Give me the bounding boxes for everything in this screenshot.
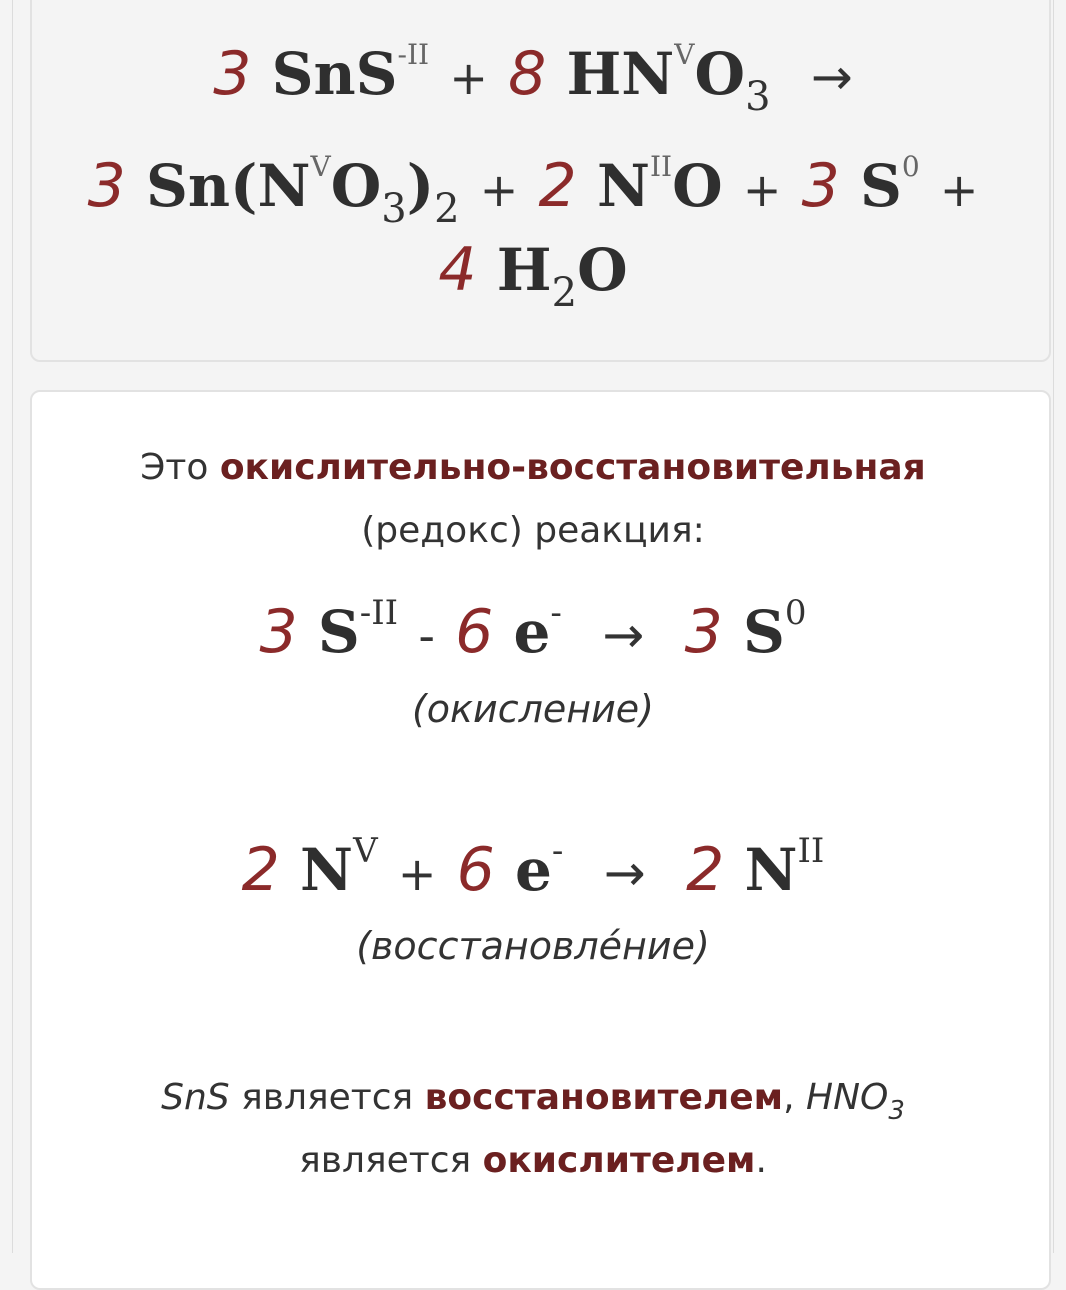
formula: O	[330, 152, 382, 220]
oxidation-state: 0	[901, 150, 920, 183]
electron: e	[513, 598, 551, 666]
oxidation-state: -II	[359, 593, 399, 633]
intro-line-1	[0, 447, 1066, 488]
reaction-arrow: →	[810, 48, 853, 106]
electron: e	[514, 836, 552, 904]
coefficient: 2	[686, 835, 725, 905]
oxidation-state: 0	[784, 593, 807, 633]
period: .	[755, 1140, 767, 1181]
plus-sign: +	[449, 51, 488, 105]
formula: SnS	[271, 40, 398, 108]
formula: H	[496, 236, 552, 304]
reaction-arrow: →	[603, 844, 646, 902]
element: S	[743, 598, 785, 666]
equation-line-1	[0, 38, 1066, 120]
formula: O	[577, 236, 628, 304]
formula: N	[596, 152, 650, 220]
oxidizer-formula: HNO	[806, 1077, 889, 1118]
equation-line-2	[0, 150, 1066, 232]
coefficient: 3	[87, 151, 126, 221]
plus-sign: +	[742, 163, 782, 217]
redox-term: окислительно-восстановительная	[219, 447, 926, 488]
formula: )	[406, 152, 435, 220]
coefficient: 6	[456, 835, 495, 905]
oxidation-state: V	[674, 38, 695, 71]
reduction-label: (восстановле́ние)	[356, 924, 710, 968]
conclusion-line-1	[0, 1077, 1066, 1126]
oxidation-state: -II	[397, 38, 430, 71]
oxidation-label: (окисление)	[411, 687, 655, 731]
coefficient: 3	[801, 151, 840, 221]
coefficient: 2	[538, 151, 577, 221]
reducer-formula: SnS	[161, 1077, 230, 1118]
verb-is: является	[299, 1140, 472, 1181]
element: N	[744, 836, 798, 904]
formula: O	[672, 152, 723, 220]
oxidation-state: V	[353, 831, 378, 871]
oxidation-state: II	[649, 150, 673, 183]
minus-sign: -	[418, 609, 435, 663]
electron-charge: -	[551, 831, 564, 871]
electron-charge: -	[550, 593, 562, 633]
plus-sign: +	[939, 163, 979, 217]
coefficient: 6	[455, 597, 494, 667]
intro-line-2: (редокс) реакция:	[361, 510, 705, 551]
subscript: 2	[551, 270, 578, 316]
plus-sign: +	[479, 163, 519, 217]
intro-prefix: Это	[140, 447, 209, 488]
oxidation-state: V	[310, 150, 331, 183]
coefficient: 2	[241, 835, 280, 905]
reducer-term: восстановителем	[424, 1077, 784, 1118]
coefficient: 3	[213, 39, 252, 109]
element: N	[300, 836, 354, 904]
subscript: 3	[381, 186, 407, 232]
conclusion-line-2	[0, 1140, 1066, 1181]
subscript: 3	[888, 1096, 905, 1126]
subscript: 2	[434, 186, 460, 232]
coefficient: 3	[684, 597, 723, 667]
oxidizer-term: окислителем	[482, 1140, 756, 1181]
verb-is: является	[241, 1077, 414, 1118]
subscript: 3	[745, 74, 771, 120]
coefficient: 4	[438, 235, 477, 305]
oxidation-state: II	[797, 831, 825, 871]
formula: O	[694, 40, 746, 108]
comma: ,	[783, 1077, 795, 1118]
coefficient: 3	[259, 597, 298, 667]
element: S	[317, 598, 360, 666]
reduction-half-reaction	[0, 831, 1066, 905]
reaction-arrow: →	[602, 606, 645, 664]
plus-sign: +	[397, 847, 437, 901]
formula: S	[859, 152, 902, 220]
coefficient: 8	[508, 39, 547, 109]
formula: HN	[566, 40, 675, 108]
equation-line-3	[0, 235, 1066, 316]
oxidation-half-reaction	[0, 593, 1066, 667]
formula: Sn(N	[145, 152, 311, 220]
